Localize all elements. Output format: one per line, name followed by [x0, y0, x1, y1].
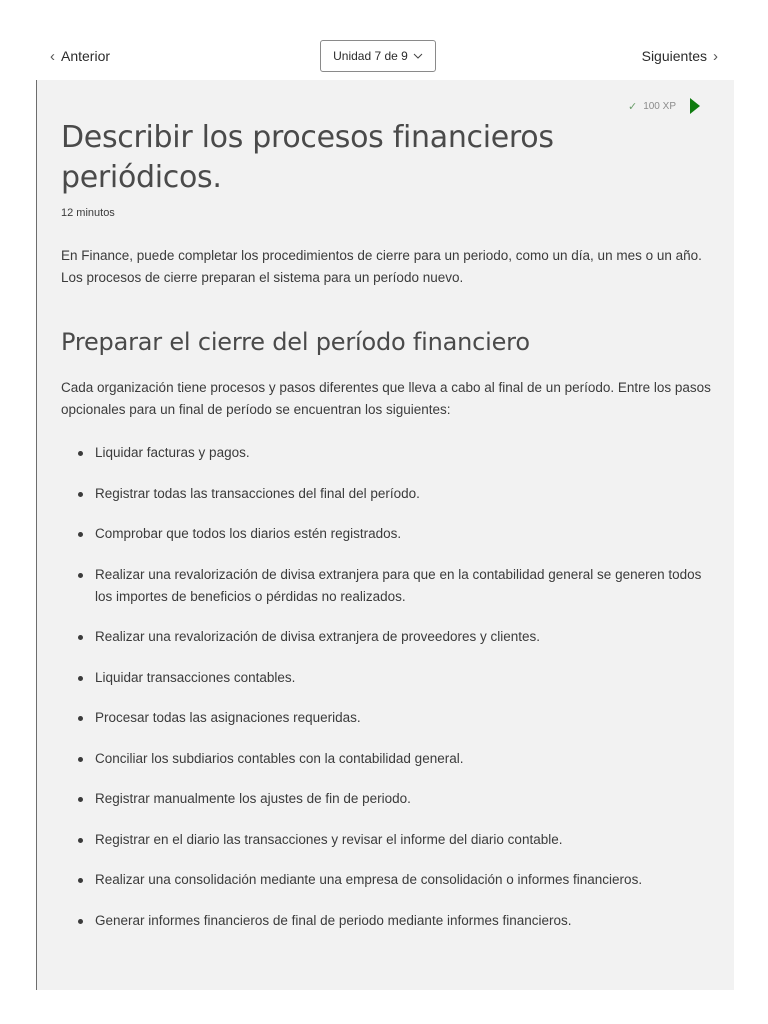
- list-item: Conciliar los subdiarios contables con la contabilidad general.: [61, 748, 711, 770]
- previous-unit-link[interactable]: [50, 48, 110, 64]
- check-icon: ✓: [627, 100, 638, 113]
- chevron-left-icon: ‹: [50, 47, 55, 65]
- list-item: Realizar una consolidación mediante una empresa de consolidación o informes financieros.: [61, 869, 711, 891]
- chevron-down-icon: [413, 51, 423, 61]
- xp-label: 100 XP: [643, 100, 676, 112]
- page-title: Describir los procesos financieros periódicos.: [61, 120, 554, 195]
- intro-paragraph: En Finance, puede completar los procedimientos de cierre para un periodo, como un día, un mes o un año. Los procesos de cierre preparan el sistema para un período nuevo.: [61, 248, 702, 285]
- xp-badge: [628, 98, 700, 114]
- list-item: Registrar manualmente los ajustes de fin de periodo.: [61, 788, 711, 810]
- play-icon[interactable]: [690, 98, 700, 114]
- list-item: Liquidar transacciones contables.: [61, 667, 711, 689]
- section-heading: Preparar el cierre del período financiero: [61, 328, 530, 356]
- list-item: Realizar una revalorización de divisa extranjera para que en la contabilidad general se generen todos los importes de beneficios o pérdidas no realizados.: [61, 564, 711, 608]
- list-item: Registrar en el diario las transacciones y revisar el informe del diario contable.: [61, 829, 711, 851]
- chevron-right-icon: ›: [713, 47, 718, 65]
- unit-selector-dropdown[interactable]: [320, 40, 436, 72]
- next-label: Siguientes: [641, 48, 707, 64]
- list-item: Liquidar facturas y pagos.: [61, 442, 711, 464]
- steps-list: [61, 442, 711, 950]
- section-paragraph: Cada organización tiene procesos y pasos diferentes que lleva a cabo al final de un período. Entre los pasos opcionales para un final de período se encuentran los siguientes:: [61, 380, 711, 417]
- duration-text: 12 minutos: [61, 207, 115, 219]
- previous-label: Anterior: [61, 48, 111, 64]
- unit-selector-value: Unidad 7 de 9: [333, 49, 408, 63]
- unit-content: [36, 80, 734, 990]
- list-item: Generar informes financieros de final de periodo mediante informes financieros.: [61, 910, 711, 932]
- list-item: Comprobar que todos los diarios estén registrados.: [61, 523, 711, 545]
- list-item: Realizar una revalorización de divisa extranjera de proveedores y clientes.: [61, 626, 711, 648]
- top-navigation-bar: [0, 0, 768, 80]
- next-unit-link[interactable]: [642, 48, 718, 64]
- list-item: Procesar todas las asignaciones requeridas.: [61, 707, 711, 729]
- list-item: Registrar todas las transacciones del final del período.: [61, 483, 711, 505]
